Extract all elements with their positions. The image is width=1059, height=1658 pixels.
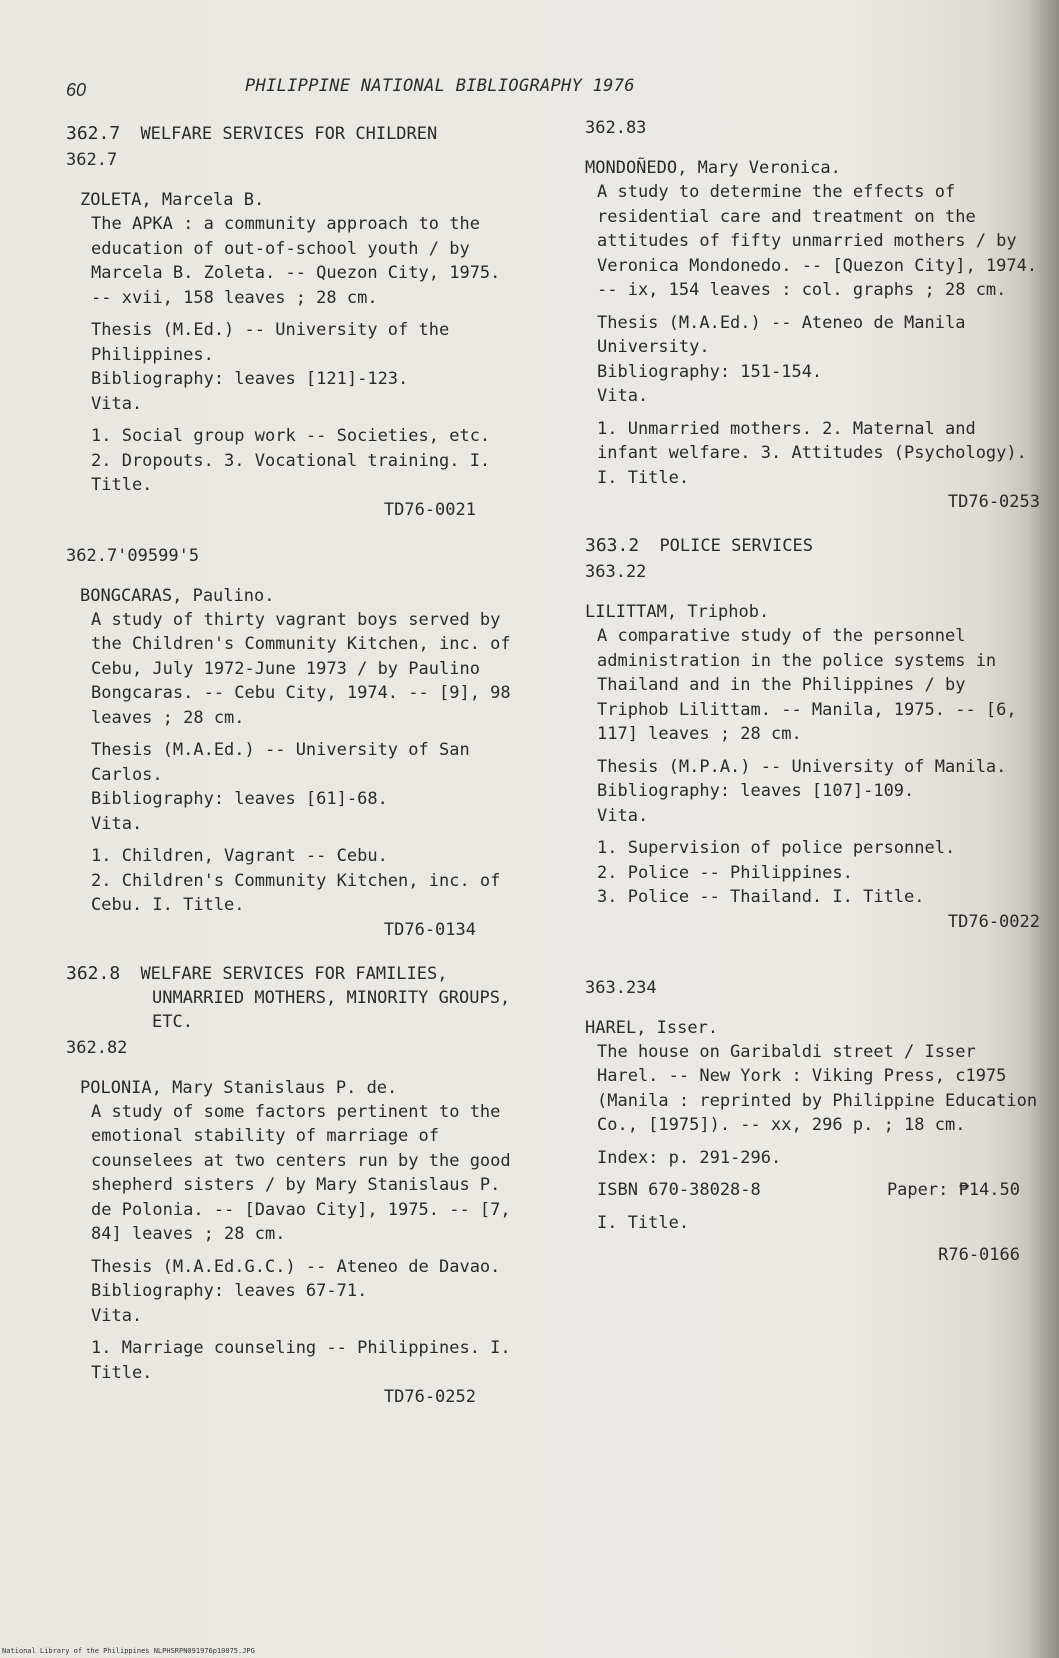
bibliographic-entry-bongcaras [66, 544, 516, 942]
right-column [585, 114, 1040, 1267]
subject-tracing: 2. Children's Community Kitchen, inc. of Cebu. I. Title. [91, 870, 501, 915]
subject-tracings: I. Title. [597, 1212, 690, 1233]
thesis-note: Thesis (M.A.Ed.) -- University of San Carlos. [91, 740, 470, 785]
bibliography-note: Bibliography: leaves [61]-68. [91, 789, 388, 809]
class-number: 362.83 [585, 118, 647, 138]
class-number: 363.22 [585, 562, 647, 582]
page-number: 60 [66, 80, 87, 100]
section-heading-class: 362.7 [66, 123, 121, 144]
control-number: R76-0166 [938, 1245, 1020, 1265]
bibliographic-entry-zoleta [66, 188, 516, 522]
index-note: Index: p. 291-296. [597, 1147, 782, 1168]
control-number: TD76-0134 [383, 919, 476, 940]
title-statement: A study of some factors pertinent to the emotional stability of marriage of counselees at two centers run by the good shepherd sisters / by Mary Stanislaus P. de Polonia. -- [Davao City], 1975. -- [7, 84] leaves ; 28 cm. [91, 1101, 511, 1244]
class-number: 362.7 [66, 150, 118, 170]
vita-note: Vita. [91, 393, 143, 414]
thesis-note: Thesis (M.A.Ed.) -- Ateneo de Manila University. [597, 312, 966, 357]
running-title: PHILIPPINE NATIONAL BIBLIOGRAPHY 1976 [245, 76, 635, 96]
subject-tracing: 3. Police -- Thailand. I. Title. [597, 887, 925, 907]
section-heading-class: 363.2 [585, 535, 640, 556]
control-number: TD76-0253 [947, 492, 1040, 512]
section-heading-362-7 [66, 122, 516, 146]
vita-note: Vita. [91, 1305, 143, 1326]
subject-tracing: 2. Police -- Philippines. [597, 862, 853, 883]
class-number: 362.82 [66, 1037, 128, 1058]
section-heading-363-2 [585, 534, 1040, 558]
bibliographic-entry-mondonedo [585, 116, 1040, 514]
subject-tracings: 1. Marriage counseling -- Philippines. I. Title. [91, 1338, 511, 1383]
bibliographic-entry-harel [585, 976, 1040, 1268]
bibliography-note: Bibliography: leaves 67-71. [91, 1281, 368, 1301]
main-entry: MONDOÑEDO, Mary Veronica. [585, 158, 841, 178]
bibliographic-entry-polonia [66, 1076, 516, 1410]
section-heading-title: WELFARE SERVICES FOR FAMILIES, UNMARRIED MOTHERS, MINORITY GROUPS, ETC. [140, 963, 511, 1032]
vita-note: Vita. [91, 813, 143, 834]
section-heading-362-8 [66, 962, 516, 1034]
subject-tracings: 1. Social group work -- Societies, etc. 2. Dropouts. 3. Vocational training. I. Title. [91, 426, 491, 495]
main-entry: LILITTAM, Triphob. [585, 602, 770, 622]
title-statement: A study of thirty vagrant boys served by the Children's Community Kitchen, inc. of Cebu, July 1972-June 1973 / by Paulino Bongcaras. -- Cebu City, 1974. -- [9], 98 leaves ; 28 cm. [91, 609, 511, 728]
control-number: TD76-0252 [383, 1387, 476, 1407]
subject-tracing: 1. Supervision of police personnel. [597, 838, 956, 858]
bibliography-note: Bibliography: leaves [121]-123. [91, 369, 409, 389]
main-entry: ZOLETA, Marcela B. [80, 190, 265, 210]
bibliography-note: Bibliography: 151-154. [597, 361, 823, 382]
subject-tracings: 1. Unmarried mothers. 2. Maternal and infant welfare. 3. Attitudes (Psychology). I. Title. [597, 418, 1027, 488]
section-heading-class: 362.8 [66, 962, 121, 984]
vita-note: Vita. [597, 805, 649, 826]
main-entry: POLONIA, Mary Stanislaus P. de. [80, 1077, 398, 1098]
control-number: TD76-0022 [947, 911, 1040, 932]
section-heading-title: WELFARE SERVICES FOR CHILDREN [140, 124, 438, 144]
subject-tracing: 1. Children, Vagrant -- Cebu. [91, 846, 388, 866]
left-column [66, 122, 516, 1409]
thesis-note: Thesis (M.P.A.) -- University of Manila. [597, 756, 1007, 777]
isbn-price-line [585, 1178, 1040, 1203]
price: Paper: ₱14.50 [886, 1180, 1020, 1200]
title-statement: A study to determine the effects of residential care and treatment on the attitudes of fifty unmarried mothers / by Veronica Mondonedo. -- [Quezon City], 1974. -- ix, 154 leaves : col. graphs ; 28 cm. [597, 182, 1038, 300]
title-statement: A comparative study of the personnel administration in the police systems in Thailand and in the Philippines / by Triphob Lilittam. -- Manila, 1975. -- [6, 117] leaves ; 28 cm. [597, 626, 1017, 744]
class-number: 363.234 [585, 977, 657, 998]
title-statement: The house on Garibaldi street / Isser Harel. -- New York : Viking Press, c1975 (Manila : reprinted by Philippine Education Co., [1975]). -- xx, 296 p. ; 18 cm. [597, 1041, 1038, 1135]
section-heading-title: POLICE SERVICES [659, 536, 813, 556]
isbn: ISBN 670-38028-8 [597, 1180, 761, 1200]
main-entry: BONGCARAS, Paulino. [80, 585, 275, 606]
title-statement: The APKA : a community approach to the education of out-of-school youth / by Marcela B. Zoleta. -- Quezon City, 1975. -- xvii, 158 leaves ; 28 cm. [91, 214, 501, 308]
control-number: TD76-0021 [383, 499, 476, 520]
bibliography-note: Bibliography: leaves [107]-109. [597, 781, 915, 801]
vita-note: Vita. [597, 386, 649, 406]
scan-source-line: National Library of the Philippines NLPHSRPN091976p10075.JPG [2, 1647, 255, 1655]
class-number: 362.7'09599'5 [66, 545, 200, 566]
bibliographic-entry-lilittam [585, 600, 1040, 934]
main-entry: HAREL, Isser. [585, 1017, 719, 1038]
thesis-note: Thesis (M.Ed.) -- University of the Philippines. [91, 320, 450, 365]
thesis-note: Thesis (M.A.Ed.G.C.) -- Ateneo de Davao. [91, 1256, 501, 1277]
